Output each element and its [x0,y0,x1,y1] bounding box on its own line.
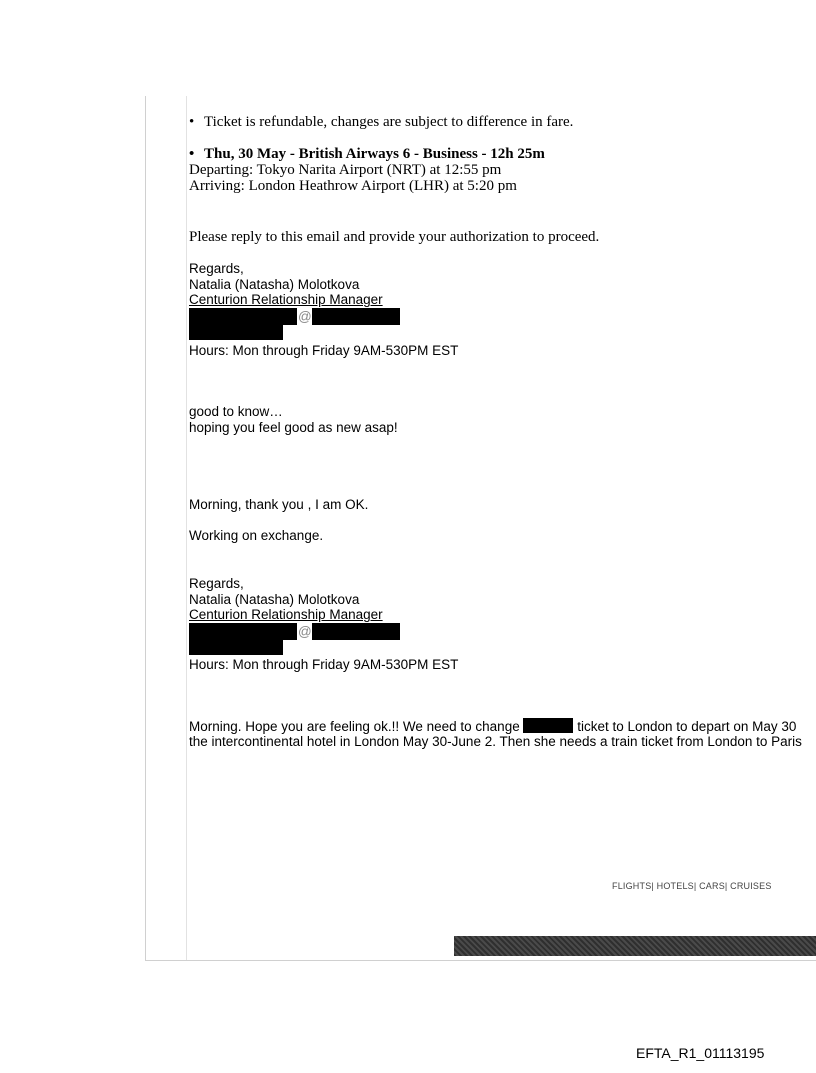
signature-hours: Hours: Mon through Friday 9AM-530PM EST [189,343,459,358]
signature-name: Natalia (Natasha) Molotkova [189,276,360,292]
redaction-box [189,325,283,340]
redaction-box [523,718,573,733]
flight-details [189,146,545,194]
signature-regards: Regards, [189,261,244,276]
page-frame-bottom-border [145,960,816,961]
reply-request: Please reply to this email and provide your authorization to proceed. [189,229,600,245]
reply-line-1: good to know… [189,404,283,419]
signature-block-2 [189,576,383,623]
message-3-line-2: the intercontinental hotel in London May 30-June 2. Then she needs a train ticket from London to Paris [189,734,802,749]
bullet-icon: • [189,114,195,130]
message-2-line-2: Working on exchange. [189,528,324,543]
email-at-sign: @ [298,624,312,639]
signature-hours: Hours: Mon through Friday 9AM-530PM EST [189,657,459,672]
redaction-box [189,308,297,325]
message-3-text-b: ticket to London to depart on May 30 [573,719,797,734]
signature-name: Natalia (Natasha) Molotkova [189,591,360,607]
departing-line: Departing: Tokyo Narita Airport (NRT) at 12:55 pm [189,162,502,178]
redaction-box [189,623,297,640]
flight-heading-text: Thu, 30 May - British Airways 6 - Business - 12h 25m [204,146,545,162]
message-3-text-a: Morning. Hope you are feeling ok.!! We need to change [189,719,524,734]
signature-title: Centurion Relationship Manager [189,607,383,622]
footer-dark-bar [454,936,816,956]
signature-block-1 [189,261,383,308]
message-2-line-1: Morning, thank you , I am OK. [189,497,369,512]
page-frame-inner-border [186,96,187,961]
arriving-line: Arriving: London Heathrow Airport (LHR) at 5:20 pm [189,178,517,194]
travel-nav-links: FLIGHTS| HOTELS| CARS| CRUISES [612,881,772,891]
fare-note-text: Ticket is refundable, changes are subject to difference in fare. [204,114,574,130]
signature-regards: Regards, [189,576,244,591]
reply-message [189,404,398,435]
flight-heading [189,146,545,162]
bullet-icon: • [189,146,195,162]
redaction-box [189,640,283,655]
bates-number: EFTA_R1_01113195 [636,1045,765,1061]
redaction-box [312,308,400,325]
message-3-line-1 [189,718,796,735]
email-at-sign: @ [298,309,312,324]
fare-note [189,114,573,130]
redaction-box [312,623,400,640]
signature-title: Centurion Relationship Manager [189,292,383,307]
page-frame-left-border [145,96,146,961]
reply-line-2: hoping you feel good as new asap! [189,419,398,435]
